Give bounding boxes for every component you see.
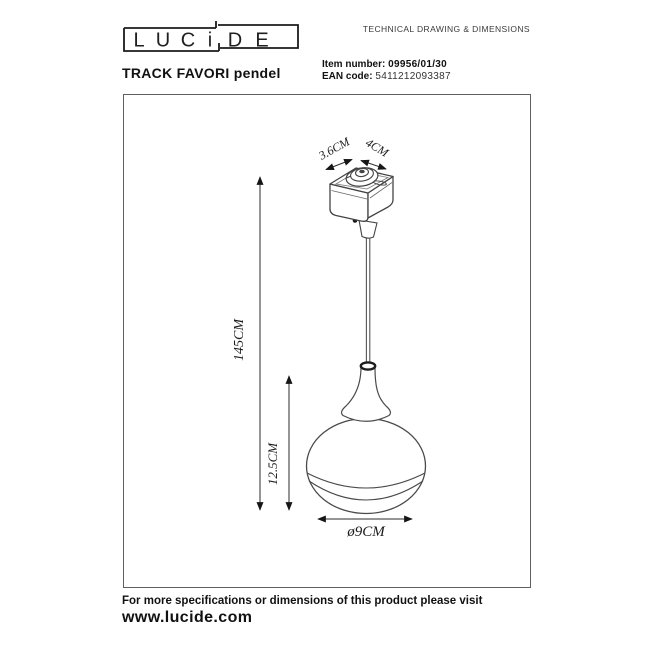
logo-letter-u: U	[155, 29, 171, 52]
shade-sphere	[307, 419, 426, 514]
dim-label-shade-height: 12.5CM	[265, 442, 280, 486]
logo-letter-i: i	[207, 29, 213, 52]
adapter-stem	[359, 220, 377, 238]
cord-collar	[361, 362, 375, 369]
glass-shade	[307, 362, 426, 513]
dim-label-shade-diameter: ø9CM	[347, 524, 385, 540]
suspension-cord	[366, 238, 369, 363]
item-number-value: 09956/01/30	[388, 59, 448, 70]
dim-line-adapter-width	[326, 160, 352, 170]
dim-label-suspension-length: 145CM	[232, 319, 247, 361]
footer-website: www.lucide.com	[122, 609, 253, 626]
dim-label-adapter-width: 3.6CM	[316, 134, 352, 163]
ean-value: 5411212093387	[375, 71, 451, 82]
item-number-label: Item number:	[322, 59, 386, 70]
logo-letter-c: C	[180, 29, 196, 52]
product-title: TRACK FAVORI pendel	[122, 65, 281, 81]
logo-letter-e: E	[255, 29, 269, 52]
logo-letter-d: D	[227, 29, 243, 52]
logo-letter-l: L	[133, 29, 145, 52]
footer-note: For more specifications or dimensions of this product please visit	[122, 595, 483, 607]
track-adapter	[330, 166, 393, 239]
doc-type-label: TECHNICAL DRAWING & DIMENSIONS	[362, 24, 530, 34]
dim-label-adapter-depth: 4CM	[363, 135, 391, 160]
ean-label: EAN code:	[322, 71, 373, 82]
shade-neck	[342, 367, 391, 421]
